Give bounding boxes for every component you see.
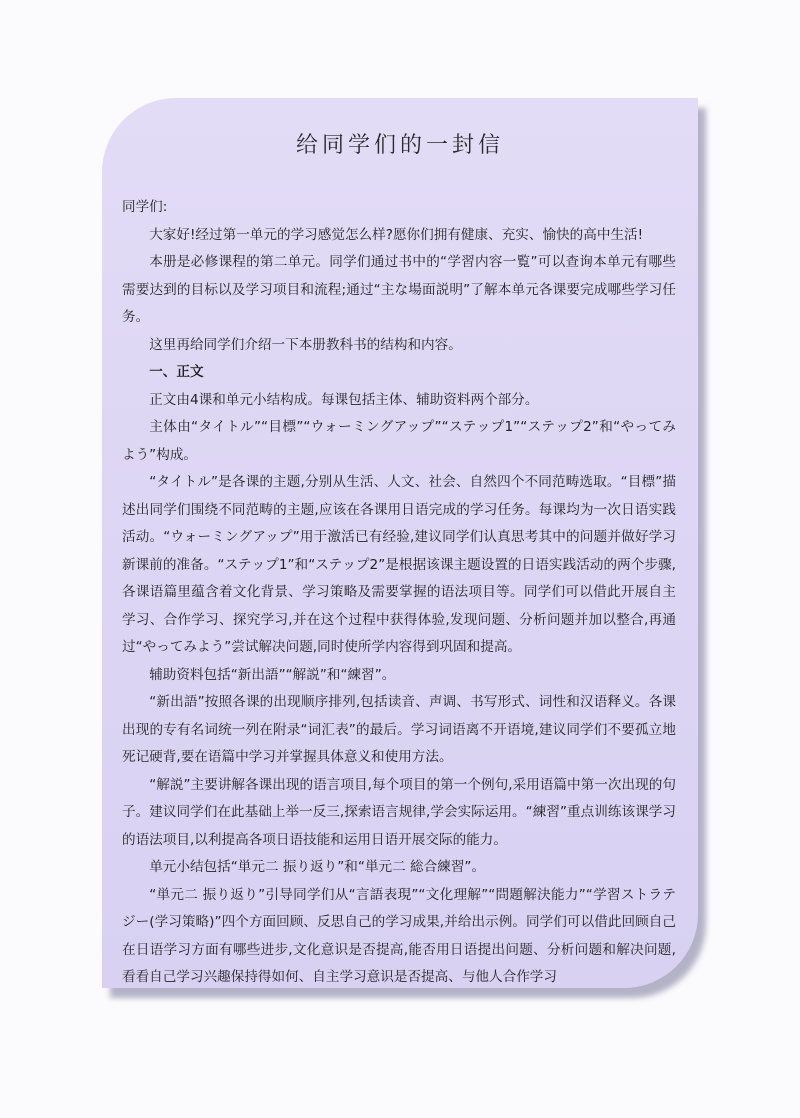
paragraph-new-words: “新出語”按照各课的出现顺序排列,包括读音、声调、书写形式、词性和汉语释义。各课出现的专有名词统一列在附录“词汇表”的最后。学习词语离不开语境,建议同学们不要孤立地死记硬背,要在语篇中学习并掌握具体意义和使用方法。 [122, 694, 676, 765]
paragraph-explanation: “解説”主要讲解各课出现的语言项目,每个项目的第一个例句,采用语篇中第一次出现的句子。建议同学们在此基础上举一反三,探索语言规律,学会实际运用。“練習”重点训练该课学习的语法项目,以利提高各项日语技能和运用日语开展交际的能力。 [122, 776, 676, 848]
section-heading: 一、正文 [149, 364, 204, 380]
paragraph-main-body: 主体由“タイトル”“目標”“ウォーミングアップ”“ステップ1”“ステップ2”和“やってみよう”构成。 [122, 419, 676, 463]
paragraph-unit-intro: 本册是必修课程的第二单元。同学们通过书中的“学習内容一覧”可以查询本单元有哪些需要达到的目标以及学习项目和流程;通过“主な場面説明”了解本单元各课要完成哪些学习任务。 [122, 254, 676, 325]
paragraph-review: “単元二 振り返り”引导同学们从“言語表現”“文化理解”“問題解決能力”“学習ストラテジー(学习策略)”四个方面回顾、反思自己的学习成果,并给出示例。同学们可以借此回顾自己在日语学习方面有哪些进步,文化意识是否提高,能否用日语提出问题、分析问题和解决问题,看看自己学习兴趣保持得如何、自主学习意识是否提高、与他人合作学习 [122, 886, 676, 985]
letter-title: 给同学们的一封信 [295, 133, 504, 158]
paragraph-unit-summary: 单元小结包括“単元二 振り返り”和“単元二 総合練習”。 [149, 859, 486, 875]
paragraph-structure-intro: 这里再给同学们介绍一下本册教科书的结构和内容。 [149, 336, 462, 353]
salutation: 同学们: [122, 199, 168, 215]
paragraph-aux-materials: 辅助资料包括“新出語”“解説”和“練習”。 [149, 666, 396, 683]
letter-card [102, 98, 698, 988]
paragraph-greeting: 大家好!经过第一单元的学习感觉怎么样?愿你们拥有健康、充实、愉快的高中生活! [149, 226, 644, 243]
letter-body [122, 194, 676, 992]
paragraph-main-text: 正文由4课和单元小结构成。每课包括主体、辅助资料两个部分。 [149, 391, 539, 408]
paragraph-title-desc: “タイトル”是各课的主题,分别从生活、人文、社会、自然四个不同范畴选取。“目標”描述出同学们围绕不同范畴的主题,应该在各课用日语完成的学习任务。每课均为一次日语实践活动。“ウォーミングアップ”用于激活已有经验,建议同学们认真思考其中的问题并做好学习新课前的准备。“ステップ1”和“ステップ2”是根据该课主题设置的日语实践活动的两个步骤,各课语篇里蕴含着文化背景、学习策略及需要掌握的语法项目等。同学们可以借此开展自主学习、合作学习、探究学习,并在这个过程中获得体验,发现问题、分析问题并加以整合,再通过“やってみよう”尝试解决问题,同时使所学内容得到巩固和提高。 [122, 474, 676, 655]
